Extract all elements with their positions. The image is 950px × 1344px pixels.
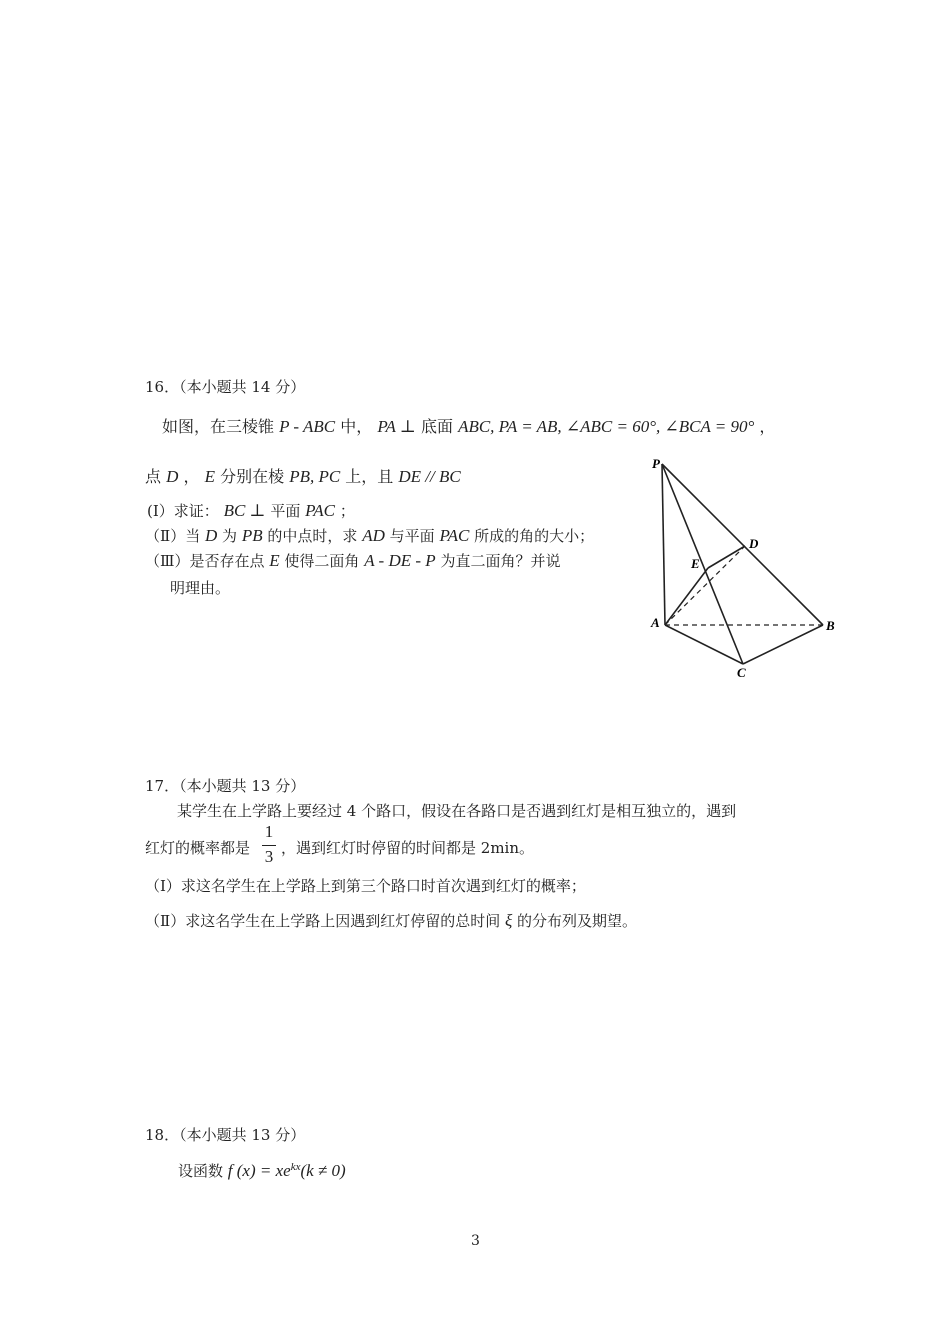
q17-part2 bbox=[145, 910, 637, 931]
edge-PB bbox=[662, 464, 823, 625]
label-A: A bbox=[651, 615, 660, 630]
q16-part3-label: （Ⅲ）是否存在点 bbox=[145, 552, 265, 570]
q18-line1-prefix: 设函数 bbox=[178, 1162, 224, 1180]
q16-line2-mid: 分别在棱 bbox=[220, 467, 285, 486]
q16-part1-label: (I）求证： bbox=[147, 502, 219, 520]
q18-exp: kx bbox=[290, 1161, 301, 1173]
q17-line1: 某学生在上学路上要经过 4 个路口，假设在各路口是否遇到红灯是相互独立的，遇到 bbox=[177, 802, 737, 820]
q16-line2-mid2: 上，且 bbox=[345, 467, 394, 486]
q18-cond: (k ≠ 0) bbox=[300, 1161, 346, 1180]
q16-line2-comma: ， bbox=[183, 467, 200, 486]
q16-intro-mid: 中， bbox=[340, 417, 373, 436]
q16-intro bbox=[162, 414, 775, 437]
q16-part2-AD: AD bbox=[362, 526, 385, 545]
q16-part2-label: （Ⅱ）当 bbox=[145, 527, 201, 545]
q17-header: 17．（本小题共 13 分） bbox=[145, 777, 306, 795]
q16-intro-math2: PA ⊥ bbox=[377, 417, 416, 436]
q16-part2-t3: 与平面 bbox=[389, 527, 435, 545]
q16-line2 bbox=[145, 464, 461, 487]
q16-part3-t1: 使得二面角 bbox=[284, 552, 360, 570]
q16-part3-angle: A - DE - P bbox=[364, 551, 436, 570]
q17-part2-xi: ξ bbox=[504, 911, 513, 930]
q16-line2-parallel: DE // BC bbox=[398, 467, 461, 486]
q16-part1 bbox=[147, 500, 355, 521]
q18-line1 bbox=[178, 1160, 346, 1181]
q18-func: f (x) = xe bbox=[227, 1161, 291, 1180]
label-P: P bbox=[652, 456, 660, 471]
q16-line2-E: E bbox=[204, 467, 215, 486]
label-E: E bbox=[691, 556, 700, 571]
q18-header: 18．（本小题共 13 分） bbox=[145, 1126, 306, 1144]
q16-part2-t4: 所成的角的大小； bbox=[474, 527, 595, 545]
q16-part2-t1: 为 bbox=[222, 527, 238, 545]
edge-CB bbox=[743, 625, 823, 664]
q16-part3-E: E bbox=[269, 551, 280, 570]
q16-part2-PAC: PAC bbox=[439, 526, 470, 545]
q16-intro-math3: ABC, PA = AB, ∠ABC = 60°, ∠BCA = 90° bbox=[458, 417, 755, 436]
q16-part1-text: 平面 bbox=[270, 502, 301, 520]
label-B: B bbox=[826, 618, 835, 633]
edge-PC bbox=[662, 464, 743, 664]
q16-part3 bbox=[145, 550, 560, 571]
q16-line2-prefix: 点 bbox=[145, 467, 162, 486]
edge-AE bbox=[665, 568, 708, 625]
edge-AC bbox=[665, 625, 743, 664]
q17-line2-suffix: ，遇到红灯时停留的时间都是 2min。 bbox=[281, 839, 534, 857]
q16-line2-edges: PB, PC bbox=[289, 467, 341, 486]
q16-part3-t2: 为直二面角？并说 bbox=[440, 552, 561, 570]
q16-part2-PB: PB bbox=[241, 526, 263, 545]
q17-frac-num: 1 bbox=[264, 822, 274, 841]
q16-part1-plane: PAC bbox=[305, 501, 336, 520]
label-C: C bbox=[737, 665, 746, 680]
edge-AD-hidden bbox=[665, 546, 745, 625]
q16-part3-line2: 明理由。 bbox=[170, 579, 231, 597]
q16-part1-end: ； bbox=[339, 502, 355, 520]
q16-line2-D: D bbox=[166, 467, 179, 486]
q17-frac-line bbox=[262, 845, 276, 846]
q17-part2-prefix: （Ⅱ）求这名学生在上学路上因遇到红灯停留的总时间 bbox=[145, 912, 501, 930]
label-D: D bbox=[749, 536, 759, 551]
edge-ED bbox=[708, 546, 745, 568]
q17-line2-prefix: 红灯的概率都是 bbox=[145, 839, 251, 857]
q16-part2 bbox=[145, 525, 594, 546]
q17-part2-suffix: 的分布列及期望。 bbox=[517, 912, 638, 930]
q17-frac-den: 3 bbox=[264, 847, 274, 866]
q16-header: 16．（本小题共 14 分） bbox=[145, 378, 306, 396]
edge-PA bbox=[662, 464, 665, 625]
q16-part2-t2: 的中点时，求 bbox=[267, 527, 358, 545]
q16-intro-prefix: 如图，在三棱锥 bbox=[162, 417, 275, 436]
q16-intro-end: ， bbox=[759, 417, 776, 436]
q16-part1-math: BC ⊥ bbox=[223, 501, 266, 520]
q17-part1: （Ⅰ）求这名学生在上学路上到第三个路口时首次遇到红灯的概率； bbox=[145, 877, 586, 895]
q16-part2-D: D bbox=[204, 526, 218, 545]
pyramid-figure bbox=[640, 452, 850, 684]
page-number: 3 bbox=[471, 1233, 480, 1249]
q16-intro-mid2: 底面 bbox=[420, 417, 453, 436]
q16-intro-math1: P - ABC bbox=[279, 417, 336, 436]
